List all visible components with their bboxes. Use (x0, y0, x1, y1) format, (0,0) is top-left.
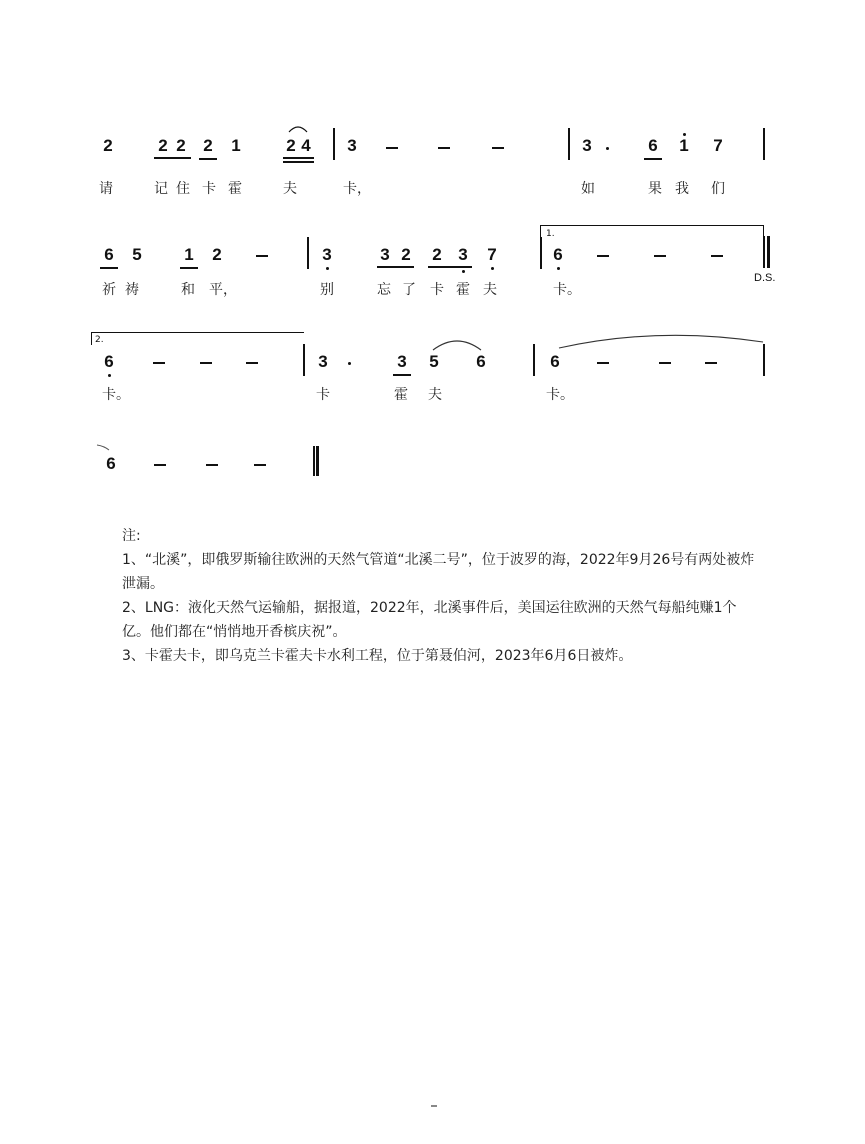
note: 6 (550, 352, 560, 371)
note: 6 (101, 245, 117, 265)
lyric: 霍 (228, 181, 242, 197)
note: 3 (394, 352, 410, 372)
lyric: 卡 (202, 181, 216, 197)
dash (153, 362, 165, 364)
note: 6 (106, 454, 116, 473)
lyric: 了 (402, 282, 416, 298)
note: 5 (132, 245, 142, 264)
annotations-title: 注: (122, 528, 141, 544)
dash (492, 147, 504, 149)
final-barline-thick (316, 446, 319, 476)
lyric: 忘 (377, 282, 391, 298)
lyric: 祈 (102, 282, 116, 298)
barline (763, 128, 765, 160)
lyric: 平， (209, 282, 237, 298)
barline (303, 344, 305, 376)
note: 3 (347, 136, 357, 155)
lyric: 夫 (428, 387, 442, 403)
dash (711, 255, 723, 257)
note: 2 (432, 245, 442, 264)
augmentation-dot (606, 147, 609, 150)
lyric: 请 (99, 181, 113, 197)
note: 1 (181, 245, 197, 265)
dash (206, 464, 218, 466)
note: 6 (476, 352, 486, 371)
dal-segno-mark: D.S. (754, 272, 776, 284)
lyric: 卡。 (102, 387, 130, 403)
note: 6 (550, 245, 566, 265)
annotation-item-3: 3、卡霍夫卡，即乌克兰卡霍夫卡水利工程，位于第聂伯河，2023年6月6日被炸。 (122, 648, 633, 664)
lyric: 卡。 (546, 387, 574, 403)
note: 3 (380, 245, 390, 264)
dash (386, 147, 398, 149)
lyric: 别 (320, 282, 334, 298)
dash (438, 147, 450, 149)
note: 3 (318, 352, 328, 371)
dash (597, 255, 609, 257)
slur-arc (432, 338, 482, 352)
lyric: 记 (154, 181, 168, 197)
note: 2 (286, 136, 296, 155)
note: 2 (212, 245, 222, 264)
note: 3 (319, 245, 335, 265)
page-number-mark (431, 1105, 437, 1107)
lyric: 夫 (283, 181, 297, 197)
dash (256, 255, 268, 257)
note: 4 (301, 136, 311, 155)
note: 3 (455, 245, 471, 265)
barline (333, 128, 335, 160)
dash (659, 362, 671, 364)
barline (568, 128, 570, 160)
dash (200, 362, 212, 364)
lyric: 夫 (483, 282, 497, 298)
lyric: 卡， (343, 181, 371, 197)
note: 7 (713, 136, 723, 155)
underline-eighth (283, 157, 314, 159)
lyric: 和 (181, 282, 195, 298)
underline-eighth (154, 157, 191, 159)
dash (254, 464, 266, 466)
lyric: 卡 (316, 387, 330, 403)
dash (154, 464, 166, 466)
volta-bracket-2 (91, 332, 304, 345)
tie-end-arc (96, 444, 110, 452)
lyric: 卡。 (553, 282, 581, 298)
lyric: 果 (648, 181, 662, 197)
barline (533, 344, 535, 376)
note: 7 (484, 245, 500, 265)
barline (540, 237, 542, 269)
note: 2 (103, 136, 113, 155)
volta-bracket-1 (540, 225, 764, 240)
lyric: 我 (675, 181, 689, 197)
note: 1 (231, 136, 241, 155)
lyric: 们 (711, 181, 725, 197)
volta-label: 1. (546, 229, 555, 239)
dash (654, 255, 666, 257)
tie-arc (288, 124, 308, 134)
tie-arc (558, 334, 764, 350)
final-barline-thin (313, 446, 315, 476)
note: 2 (158, 136, 168, 155)
barline (763, 344, 765, 376)
annotation-item-1: 1、“北溪”，即俄罗斯输往欧洲的天然气管道“北溪二号”，位于波罗的海，2022年9月26号有两处被炸泄漏。 (122, 552, 755, 592)
annotation-item-2: 2、LNG：液化天然气运输船，据报道，2022年，北溪事件后，美国运往欧洲的天然气每船纯赚1个亿。他们都在“悄悄地开香槟庆祝”。 (122, 600, 737, 640)
lyric: 祷 (125, 282, 139, 298)
lyric: 霍 (394, 387, 408, 403)
lyric: 霍 (456, 282, 470, 298)
note: 3 (582, 136, 592, 155)
final-barline-thin (763, 236, 765, 268)
final-barline-thick (767, 236, 770, 268)
augmentation-dot (348, 362, 351, 365)
note: 2 (401, 245, 411, 264)
barline (307, 237, 309, 269)
note: 5 (429, 352, 439, 371)
underline-eighth (428, 266, 472, 268)
note: 6 (101, 352, 117, 372)
underline-sixteenth (283, 161, 314, 163)
note: 1 (676, 136, 692, 156)
note: 6 (645, 136, 661, 156)
dash (597, 362, 609, 364)
annotations (122, 524, 762, 668)
lyric: 住 (176, 181, 190, 197)
note: 2 (176, 136, 186, 155)
underline-eighth (377, 266, 414, 268)
lyric: 如 (581, 181, 595, 197)
dash (705, 362, 717, 364)
volta-label: 2. (95, 335, 104, 345)
note: 2 (200, 136, 216, 156)
lyric: 卡 (430, 282, 444, 298)
dash (246, 362, 258, 364)
